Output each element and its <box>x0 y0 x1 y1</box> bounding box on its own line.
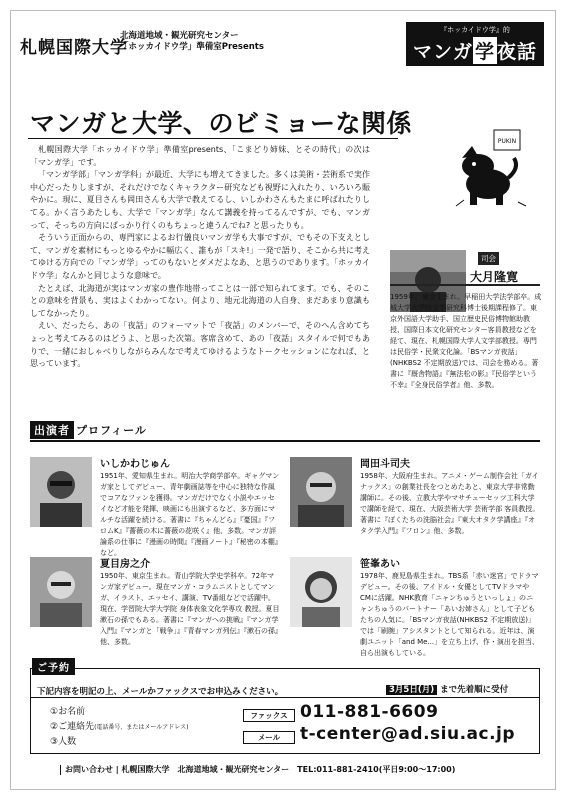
deadline-date: 3月5日(月) <box>386 685 437 695</box>
event-logo-part-c: 夜話 <box>497 41 538 63</box>
fax-label: ファックス <box>243 709 295 722</box>
organizer <box>120 31 264 53</box>
intro-paragraph: 「マンガ学部」「マンガ学科」が最近、大学にも増えてきました。多くは美術・芸術系で実作中心だったりしますが、それだけでなくキャラクター研究なども視野に入れたり、いろいろ賑やかに。現に、夏目さんも岡田さんも大学で教えてるし、いしかわさんもたまに呼ばれたりしてる。かく言うあたしも、大学で「マンガ学」なんて講義を持ってるんですが、でも、マンガって、そっちの方向にばっかり行くのもちょっと違うんでね? と思ったりも。 <box>30 170 370 230</box>
performer-card <box>30 455 280 555</box>
host-bio: 1959年、東京生まれ。早稲田大学法学部卒。成城大学大学院文学研究科博士後期課程修了。東京外国語大学助手、国立歴史民俗博物館助教授、国際日本文化研究センター客員教授などを経て、現在、札幌国際大学人文学部教授。専門は民俗学・民衆文化論。「BSマンガ夜話」(NHKBS2 不定期放送)では、司会を務める。著書に『厩舎物語』『無法松の影』『民俗学という不幸』『全身民俗学者』他、多数。 <box>390 293 542 389</box>
performer-bio: 1978年、鹿児島県生まれ。TBS系「赤い迷宮」でドラマデビュー。その後、アイドル・女優としてTVドラマやCMに活躍。NHK教育「ニャンちゅうといっしょ」のニャンちゅうのパートナー「あいお姉さん」として子どもたちの人気に。「BSマンガ夜話(NHKBS2 不定期放送)」では「刷腕」アシスタントとして知られる。近年は、演劇ユニット「and Me...」を立ち上げ、作・演出を担当、自ら出演もしている。 <box>360 572 539 657</box>
required-item-contact <box>50 720 188 736</box>
required-item: ③人数 <box>50 737 77 747</box>
host-name: 大月隆寛 <box>470 270 519 284</box>
intro-text <box>30 144 370 371</box>
performer-card <box>290 455 540 555</box>
required-item: ②ご連絡先 <box>50 721 95 732</box>
fax-number: 011-881-6609 <box>300 702 439 722</box>
contact-footer <box>60 764 455 775</box>
profile-heading <box>30 422 149 438</box>
reservation-tab-c: 約 <box>59 663 70 674</box>
performer-name: いしかわじゅん <box>100 459 170 470</box>
reservation-deadline <box>386 683 508 695</box>
event-logo <box>406 22 544 66</box>
footer-bar <box>60 765 61 775</box>
reservation-tab <box>32 658 75 675</box>
reservation-tab-a: ご <box>37 663 48 674</box>
title-divider <box>28 138 398 139</box>
required-items <box>50 705 188 750</box>
intro-paragraph: えい、だったら、あの「夜話」のフォーマットで「夜話」のメンバーで、そのへん含めてちょっと考えてみるのはどうよ、と思った次第。客席含めて、あの「夜話」スタイルで何でもありで、一緒におしゃべりしながらみんなで考えてゆけるようなトークセッションになれば、と思っています。 <box>30 321 370 369</box>
performer-name: 笹峯あい <box>360 559 400 570</box>
performer-photo <box>290 457 352 527</box>
organizer-line-2: 「ホッカイドウ学」準備室Presents <box>120 42 264 52</box>
profile-heading-a: 出演者 <box>30 421 74 439</box>
university-name: 札幌国際大学 <box>20 38 128 58</box>
intro-paragraph: たとえば、北海道が実はマンガ家の豊作地帯ってことは一部で知られてます。でも、そのことの意味を背景も、実はよくわかってない。何より、地元北海道の人自身、まだあまり意識もしてなかったり。 <box>30 283 370 318</box>
intro-paragraph: 札幌国際大学「ホッカイドウ学」準備室presents、「こまどり姉妹、とその時代」の次は「マンガ学」です。 <box>30 145 370 167</box>
reservation-divider <box>30 697 540 698</box>
performer-name: 夏目房之介 <box>100 559 150 570</box>
event-logo-part-b: 学 <box>473 37 497 64</box>
required-item-note: (電話番号、またはメールアドレス) <box>94 723 189 731</box>
intro-paragraph: そういう正面からの、専門家によるお行儀良いマンガ学も大事ですが、でもその下支えとして、マンガを素材にもっとゆるやかに幅広く、誰もが「スキ!」一発で語り、そこから共に考えてゆける方向での「マンガ学」ってのもないとダメだよなあ、と思うのであります。「ホッカイドウ学」なんかと同じような意味で。 <box>30 233 370 280</box>
event-logo-part-a: マンガ <box>412 41 473 63</box>
required-item: ①お名前 <box>50 707 86 717</box>
page-title: マンガと大学、のビミョーな関係 <box>30 109 413 138</box>
email-address[interactable]: t-center@ad.siu.ac.jp <box>300 724 516 744</box>
event-logo-small: 『ホッカイドウ学』的 <box>440 26 510 34</box>
dog-mascot-illustration <box>448 128 530 208</box>
reservation-instructions: 下記内容を明記の上、メールかファックスでお申込みください。 <box>37 687 284 697</box>
footer-text: お問い合わせ | 札幌国際大学 北海道地域・観光研究センター TEL:011-881-2410(平日9:00～17:00) <box>65 765 456 774</box>
event-logo-main <box>406 37 544 64</box>
performer-photo <box>290 557 352 627</box>
host-role-badge: 司会 <box>478 252 499 265</box>
performer-name: 岡田斗司夫 <box>360 459 410 470</box>
profile-heading-b: プロフィール <box>76 424 147 437</box>
performer-bio: 1951年、愛知県生まれ。明治大学商学部卒。ギャグマンガ家としてデビュー、青年劇画誌等を中心に独特な作風でコアなファンを獲得。マンガだけでなく小説やエッセイなど才能を発揮、映画にも出演するなど、多方面にマルチな活躍を続ける。著書に『ちゃんどら』『憂国』『フロムK』『薔薇の木に薔薇の花咲く』他、多数。マンガ評論系の仕事に『漫画の時間』『漫画ノート』『秘密の本棚』など。 <box>100 472 280 557</box>
performer-photo <box>30 457 92 527</box>
email-label: メール <box>243 731 295 744</box>
organizer-line-1: 北海道地域・観光研究センター <box>120 31 239 41</box>
performer-photo <box>30 557 92 627</box>
performer-card <box>290 555 540 655</box>
svg-text:PUKIN: PUKIN <box>497 138 517 145</box>
performer-bio: 1950年、東京生まれ。青山学院大学史学科卒。72年マンガ家デビュー。現在マンガ・コラムニストとしてマンガ、イラスト、エッセイ、講演、TV番組などで活躍中。現在、学習院大学大学院 身体表象文化学専攻 教授。夏目漱石の孫でもある。著書に『マンガへの挑戦』『マンガ学入門』『マンガと「戦争」』『青春マンガ列伝』『漱石の孫』他、多数。 <box>100 572 280 646</box>
performer-card <box>30 555 280 655</box>
profile-divider <box>30 440 540 442</box>
host-divider <box>390 284 540 286</box>
performer-bio: 1958年、大阪府生まれ。アニメ・ゲーム制作会社「ガイナックス」の創業社長をつとめたあと、東京大学非常勤講師に。その後、立教大学やマサチューセッツ工科大学で講師を経て、現在、大阪芸術大学 芸術学部 客員教授。著書に『ぼくたちの洗脳社会』『東大オタク学講座』『オタク学入門』『フロン』他、多数。 <box>360 472 540 535</box>
reservation-tab-b: 予 <box>48 663 59 674</box>
deadline-text: まで先着順に受付 <box>440 685 509 695</box>
